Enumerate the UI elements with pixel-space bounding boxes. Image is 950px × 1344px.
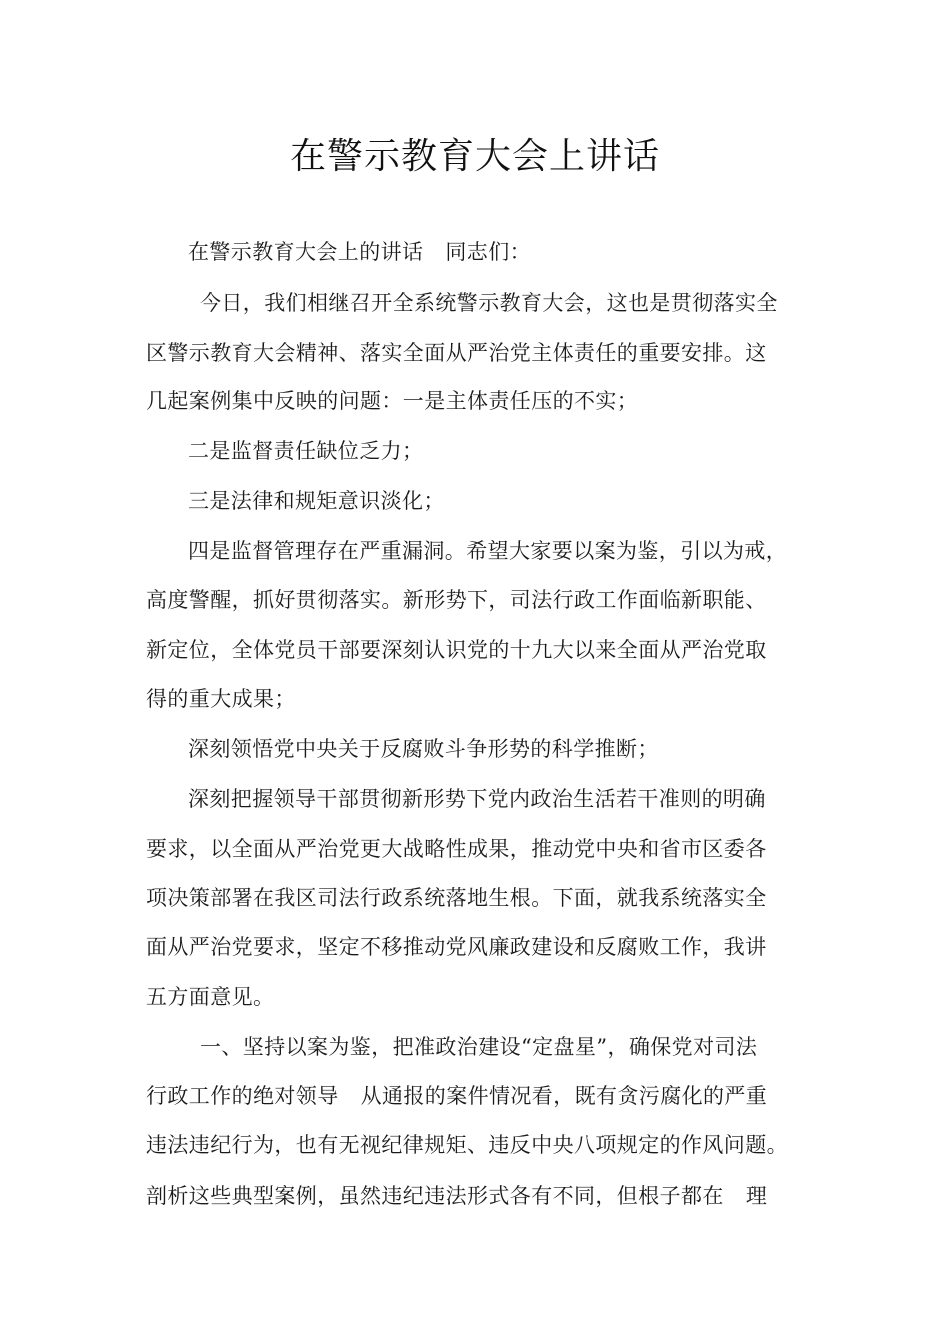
text-line: 今日，我们相继召开全系统警示教育大会，这也是贯彻落实全 [200, 291, 778, 315]
text-line: 五方面意见。 [146, 985, 275, 1009]
text-line: 四是监督管理存在严重漏洞。希望大家要以案为鉴，引以为戒， [188, 539, 788, 563]
text-line: 二是监督责任缺位乏力； [188, 439, 424, 463]
salutation: 同志们： [445, 240, 532, 264]
text-line: 区警示教育大会精神、落实全面从严治党主体责任的重要安排。这 [146, 341, 767, 365]
text-line: 剖析这些典型案例，虽然违纪违法形式各有不同，但根子都在 理 [146, 1184, 768, 1208]
text-line: 新定位，全体党员干部要深刻认识党的十九大以来全面从严治党取 [146, 638, 767, 662]
text-line: 得的重大成果； [146, 687, 296, 711]
text-line: 要求，以全面从严治党更大战略性成果，推动党中央和省市区委各 [146, 837, 767, 861]
text-line [188, 237, 531, 267]
section-heading-end: 行政工作的绝对领导 [146, 1084, 339, 1108]
text-line: 高度警醒，抓好贯彻落实。新形势下，司法行政工作面临新职能、 [146, 588, 767, 612]
document-title: 在警示教育大会上讲话 [289, 136, 660, 177]
text-line: 面从严治党要求，坚定不移推动党风廉政建设和反腐败工作，我讲 [146, 935, 767, 959]
text-line: 深刻把握领导干部贯彻新形势下党内政治生活若干准则的明确 [188, 787, 766, 811]
text-line: 违法违纪行为，也有无视纪律规矩、违反中央八项规定的作风问题。 [146, 1133, 788, 1157]
text-line: 项决策部署在我区司法行政系统落地生根。下面，就我系统落实全 [146, 886, 767, 910]
text-line: 行政工作的绝对领导 从通报的案件情况看，既有贪污腐化的严重 [146, 1084, 768, 1108]
text-line: 几起案例集中反映的问题：一是主体责任压的不实； [146, 389, 639, 413]
speech-heading: 在警示教育大会上的讲话 [188, 240, 424, 264]
text-line: 一、坚持以案为鉴，把准政治建设“定盘星”，确保党对司法 [200, 1035, 758, 1059]
text-line: 三是法律和规矩意识淡化； [188, 489, 445, 513]
text-line: 深刻领悟党中央关于反腐败斗争形势的科学推断； [188, 737, 659, 761]
